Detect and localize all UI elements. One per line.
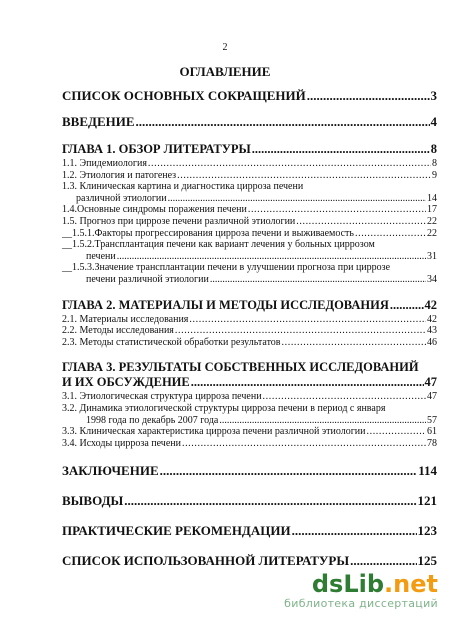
toc-entry	[62, 88, 437, 104]
toc-entry	[62, 142, 437, 157]
toc-entry-label: ВВЕДЕНИЕ	[62, 114, 135, 129]
toc-entry	[62, 158, 437, 170]
leader-dots	[117, 251, 426, 263]
toc-entry-page: 9	[432, 169, 437, 181]
toc-entry	[62, 391, 437, 403]
toc-entry	[62, 360, 437, 390]
leader-dots	[136, 114, 430, 130]
page-number: 2	[222, 42, 228, 53]
leader-dots	[182, 438, 426, 450]
toc-entry-label-cont: печени различной этиологии	[86, 273, 209, 285]
toc-entry-page: 61	[427, 426, 437, 438]
toc-entry-page: 34	[427, 273, 437, 285]
toc-entry	[62, 228, 437, 240]
leader-dots	[390, 298, 424, 313]
toc-entry-page: 121	[417, 493, 437, 509]
toc-entry-page: 14	[427, 192, 437, 204]
toc-entry	[62, 426, 437, 438]
leader-dots	[189, 314, 426, 326]
leader-dots	[350, 553, 416, 569]
toc-entry-page: 47	[424, 375, 437, 390]
toc-entry	[62, 170, 437, 182]
leader-dots	[177, 170, 431, 182]
toc-entry	[62, 493, 437, 509]
leader-dots	[355, 228, 426, 240]
toc-entry	[62, 262, 437, 285]
toc-entry-label: 1.2. Этиология и патогенез	[62, 169, 177, 181]
toc-entry-label: ГЛАВА 3. РЕЗУЛЬТАТЫ СОБСТВЕННЫХ ИССЛЕДОВАНИЙ	[62, 360, 419, 375]
toc-entry-label: 1.5. Прогноз при циррозе печени различной этиологии	[62, 215, 296, 227]
toc-entry-page: 4	[430, 114, 437, 129]
logo-ext: .net	[384, 570, 438, 598]
toc-entry-label: ГЛАВА 1. ОБЗОР ЛИТЕРАТУРЫ	[62, 142, 251, 156]
toc-entry	[62, 216, 437, 228]
toc-entry-label: 1.4.Основные синдромы поражения печени	[62, 204, 247, 216]
leader-dots	[307, 88, 430, 104]
toc-entry-label: СПИСОК ИСПОЛЬЗОВАННОЙ ЛИТЕРАТУРЫ	[62, 553, 350, 569]
leader-dots	[296, 216, 426, 228]
toc-entry	[62, 298, 437, 313]
leader-dots	[282, 337, 426, 349]
toc-entry	[62, 463, 437, 479]
toc-entry	[62, 204, 437, 216]
toc-entry-label: __1.5.3.Значение трансплантации печени в улучшении прогноза при циррозе	[62, 262, 391, 274]
leader-dots	[148, 158, 431, 170]
leader-dots	[292, 523, 417, 539]
watermark-tagline: библиотека диссертаций	[284, 597, 438, 610]
leader-dots	[248, 204, 426, 216]
toc-entry	[62, 114, 437, 130]
toc-entry	[62, 403, 437, 426]
toc-entry	[62, 325, 437, 337]
toc-entry-label: 3.1. Этиологическая структура цирроза печени	[62, 391, 262, 403]
toc-entry-label: ЗАКЛЮЧЕНИЕ	[62, 463, 159, 479]
toc-entry-label-cont: различной этиологии	[76, 192, 167, 204]
toc-entry-page: 22	[427, 215, 437, 227]
toc-entry-label-cont: 1998 года по декабрь 2007 года	[86, 414, 219, 426]
toc-entry-label: 3.3. Клиническая характеристика цирроза печени различной этиологии	[62, 426, 366, 438]
toc-entry-page: 8	[430, 142, 437, 156]
toc-entry-label: 2.2. Методы исследования	[62, 325, 174, 337]
table-of-contents	[62, 86, 437, 569]
toc-entry-page: 31	[427, 250, 437, 262]
toc-entry-page: 42	[427, 313, 437, 325]
leader-dots	[367, 426, 427, 438]
toc-entry-label: 3.2. Динамика этиологической структуры цирроза печени в период с января	[62, 402, 386, 414]
toc-entry-page: 8	[432, 158, 437, 169]
toc-entry-page: 125	[417, 553, 437, 569]
leader-dots	[168, 193, 426, 205]
toc-entry-label: ПРАКТИЧЕСКИЕ РЕКОМЕНДАЦИИ	[62, 523, 291, 539]
toc-entry-label: ВЫВОДЫ	[62, 493, 124, 509]
leader-dots	[175, 325, 426, 337]
toc-entry-page: 3	[430, 88, 437, 103]
toc-entry-page: 42	[424, 297, 437, 312]
leader-dots	[160, 463, 418, 479]
toc-entry-page: 47	[427, 391, 437, 403]
toc-entry-label-cont: И ИХ ОБСУЖДЕНИЕ	[62, 375, 190, 390]
toc-entry-label: 3.4. Исходы цирроза печени	[62, 437, 181, 449]
leader-dots	[252, 142, 430, 157]
toc-entry	[62, 181, 437, 204]
leader-dots	[124, 493, 416, 509]
toc-entry-page: 114	[418, 463, 437, 479]
leader-dots	[219, 415, 426, 427]
toc-entry-label: 1.3. Клиническая картина и диагностика цирроза печени	[62, 181, 304, 193]
toc-entry-label: 2.1. Материалы исследования	[62, 313, 189, 325]
toc-entry-page: 17	[427, 204, 437, 216]
toc-entry-page: 78	[427, 437, 437, 449]
dslib-watermark	[284, 571, 438, 610]
toc-entry-label: 2.3. Методы статистической обработки результатов	[62, 336, 281, 348]
toc-entry-label: __1.5.1.Факторы прогрессирования цирроза печени и выживаемость	[62, 227, 354, 239]
toc-entry-label: __1.5.2.Трансплантация печени как вариант лечения у больных циррозом	[62, 239, 375, 251]
toc-entry	[62, 239, 437, 262]
toc-entry-page: 57	[427, 414, 437, 426]
toc-title: ОГЛАВЛЕНИЕ	[179, 64, 271, 79]
toc-entry-label: ГЛАВА 2. МАТЕРИАЛЫ И МЕТОДЫ ИССЛЕДОВАНИЯ	[62, 297, 389, 312]
leader-dots	[191, 375, 424, 390]
toc-entry-label: СПИСОК ОСНОВНЫХ СОКРАЩЕНИЙ	[62, 88, 306, 103]
toc-entry-page: 46	[427, 336, 437, 348]
leader-dots	[210, 274, 426, 286]
leader-dots	[263, 391, 426, 403]
toc-entry	[62, 337, 437, 349]
toc-entry	[62, 438, 437, 450]
toc-entry-label: 1.1. Эпидемиология	[62, 158, 147, 169]
toc-entry	[62, 314, 437, 326]
toc-entry	[62, 523, 437, 539]
toc-entry-page: 123	[417, 523, 437, 539]
logo-main: dsLib	[311, 570, 385, 598]
toc-entry-label-cont: печени	[86, 250, 116, 262]
toc-entry	[62, 553, 437, 569]
dslib-logo	[284, 571, 438, 597]
toc-entry-page: 43	[427, 325, 437, 337]
toc-entry-page: 22	[427, 227, 437, 239]
